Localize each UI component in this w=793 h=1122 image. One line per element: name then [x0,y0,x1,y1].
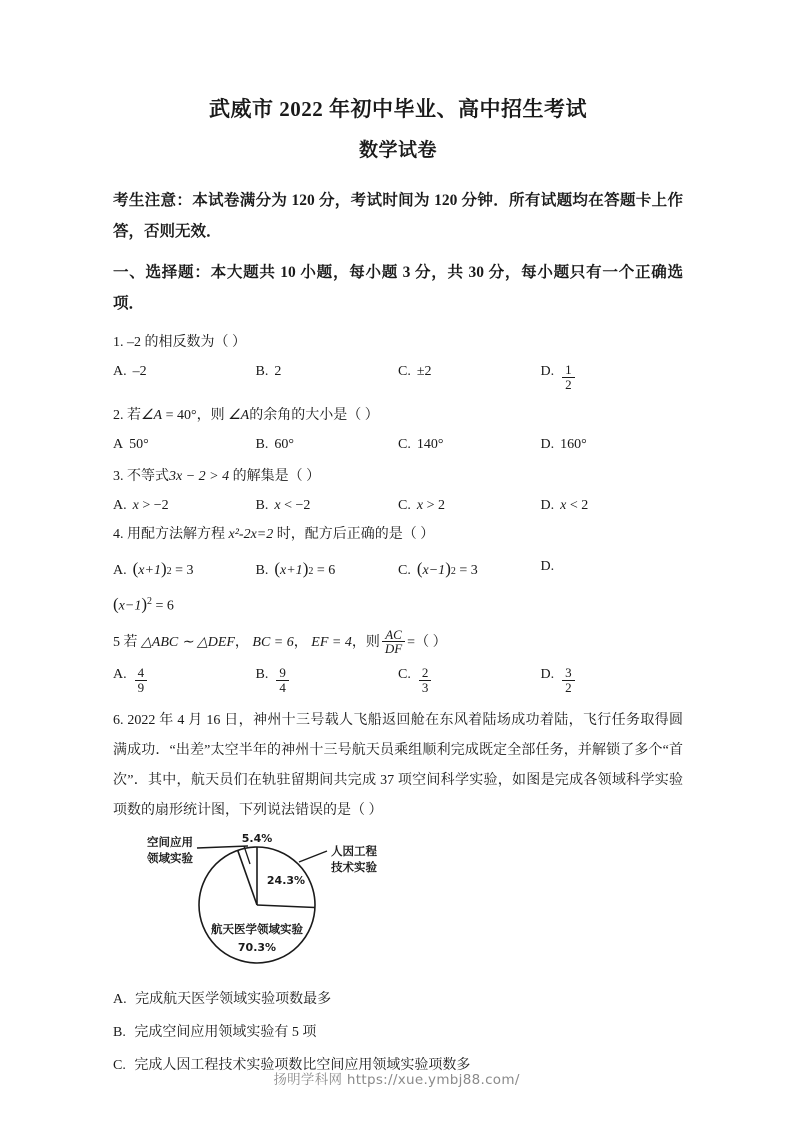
question-5-ef: EF = 4 [311,634,352,650]
question-5-similarity: △ABC ∼ △DEF [141,634,235,650]
question-3-post: 的解集是（ ） [232,469,321,485]
question-6-stem [113,695,683,826]
option-1-b-text: 2 [274,363,282,379]
option-5-c[interactable] [398,664,541,695]
option-4-c-close-paren: ) [445,559,451,579]
option-5-a-denominator: 9 [135,680,148,695]
option-4-b-close-paren: ) [302,559,309,579]
option-3-c-label: C. [398,498,411,514]
option-1-c-text: ±2 [416,363,432,379]
question-2-angle-b: ∠A [228,408,250,424]
question-5-ratio-fraction [382,628,405,656]
pie-label-space-application-line1: 空间应用 [147,835,193,850]
option-5-b-denominator: 4 [276,680,289,695]
option-5-b-label: B. [255,666,269,682]
question-4-number: 4. [113,527,124,543]
question-6-number: 6. [113,713,124,729]
option-6-a-label: A. [113,992,127,1008]
option-2-a[interactable] [113,437,256,453]
question-4-option-d-continuation [113,579,683,622]
option-5-a[interactable] [113,664,256,695]
question-2-mid: = 40°，则 [165,408,225,424]
option-3-b[interactable] [256,498,399,514]
option-2-c-text: 140° [416,437,444,453]
question-4-pre: 用配方法解方程 [127,527,225,543]
option-4-d-label: D. [540,559,555,575]
option-4-c-label: C. [398,563,411,579]
leader-line-space-application [197,846,248,848]
option-1-d-numerator: 1 [565,361,572,377]
page-subtitle: 数学试卷 [358,140,437,162]
option-4-c[interactable] [398,559,541,579]
option-2-d-text: 160° [560,437,587,453]
question-3-pre: 不等式 [127,469,169,485]
option-2-a-text: 50° [129,437,149,453]
option-3-a-relation: > −2 [142,498,169,514]
option-3-b-relation: < −2 [284,498,311,514]
option-3-a-label: A. [113,498,127,514]
question-3-number: 3. [113,469,124,485]
option-5-a-label: A. [113,666,127,682]
option-6-c-label: C. [113,1058,126,1074]
question-3-stem [113,453,683,492]
option-4-b-power: 2 [308,566,314,578]
option-5-b-fraction [276,666,289,694]
page-title: 武威市 2022 年初中毕业、高中招生考试 [209,97,587,121]
option-1-d-fraction [562,363,575,391]
question-3-expression: 3x − 2 > 4 [169,469,230,485]
option-3-d-relation: < 2 [569,498,589,514]
pie-label-human-factors-line2: 技术实验 [331,860,377,875]
question-5-number: 5 [113,634,120,650]
option-2-a-label: A [113,437,124,453]
option-6-b-label: B. [113,1025,126,1041]
option-4-a-inner: x+1 [138,563,161,579]
option-5-a-numerator: 4 [137,664,145,680]
pie-label-space-application-line2: 领域实验 [147,851,193,866]
option-4-a-close-paren: ) [160,559,167,579]
exam-notice: 考生注意：本试卷满分为 120 分，考试时间为 120 分钟．所有试题均在答题卡上作答，否则无效． [113,191,683,240]
option-1-a-text: –2 [132,363,147,379]
question-1-text: –2 的相反数为（ ） [127,334,246,350]
option-1-c[interactable] [398,364,541,380]
option-2-b[interactable] [256,437,399,453]
option-1-d[interactable] [540,361,684,392]
option-3-c-variable: x [416,498,424,514]
question-5-ratio-numerator: AC [385,626,402,642]
option-5-c-label: C. [398,666,411,682]
option-5-c-denominator: 3 [419,680,432,695]
question-5-bc: BC = 6 [252,634,294,650]
pie-value-aerospace-medicine: 70.3% [237,941,277,955]
question-4-post: 时，配方后正确的是（ ） [276,527,435,543]
option-1-a[interactable] [113,364,256,380]
option-5-c-fraction [419,666,432,694]
option-4-b-inner: x+1 [280,563,303,579]
question-4-expression: x²-2x=2 [228,527,274,543]
option-3-c[interactable] [398,498,541,514]
option-2-d[interactable] [541,437,684,453]
option-4-d-equals: = 6 [155,598,174,614]
question-5-then: 则 [365,634,380,650]
question-5-post: =（ ） [407,634,447,650]
question-2-angle-a: ∠A [141,408,163,424]
option-1-b-label: B. [255,363,269,379]
question-3-options [113,492,683,514]
option-3-d-label: D. [540,498,555,514]
option-3-d[interactable] [541,498,684,514]
option-5-d-numerator: 3 [565,664,572,680]
question-2-pre: 若 [127,408,141,424]
option-4-b-label: B. [255,563,269,579]
option-4-a[interactable] [113,559,256,579]
option-3-b-variable: x [274,498,281,514]
option-6-a[interactable] [113,982,683,1015]
pie-value-human-factors: 24.3% [266,874,306,888]
pie-value-space-application: 5.4% [241,832,273,846]
option-4-b[interactable] [256,559,399,579]
option-2-b-label: B. [255,437,269,453]
option-4-d-power: 2 [147,596,153,608]
option-6-b-text: 完成空间应用领域实验有 5 项 [134,1025,317,1041]
option-5-c-numerator: 2 [421,664,429,680]
pie-chart-figure [131,832,431,982]
option-4-c-inner: x−1 [422,563,446,579]
question-4-stem [113,514,683,550]
option-4-c-open-paren: ( [416,559,423,579]
option-6-b[interactable] [113,1015,683,1048]
option-3-d-variable: x [560,498,567,514]
pie-chart-svg [131,832,431,982]
option-4-c-equals: = 3 [459,563,478,579]
question-5-ratio-denominator: DF [382,641,405,656]
option-4-a-label: A. [113,563,127,579]
footer-watermark: 扬明学科网 https://xue.ymbj88.com/ [273,1072,520,1088]
option-6-c-text: 完成人因工程技术实验项数比空间应用领域实验项数多 [134,1058,471,1074]
page-content [113,0,683,1081]
question-5-options [113,658,683,695]
option-3-b-label: B. [255,498,269,514]
option-5-d-label: D. [540,666,555,682]
option-4-d-inner: x−1 [118,598,142,614]
option-4-d-open-paren: ( [113,594,119,614]
option-3-a[interactable] [113,498,256,514]
question-2-number: 2. [113,408,124,424]
question-1-stem [113,319,683,358]
option-5-d[interactable] [540,664,684,695]
option-2-c[interactable] [398,437,541,453]
option-5-b-numerator: 9 [279,664,286,680]
option-3-c-relation: > 2 [426,498,445,514]
option-3-a-variable: x [132,498,139,514]
option-1-a-label: A. [113,363,127,379]
option-4-b-open-paren: ( [274,559,281,579]
option-4-b-equals: = 6 [316,563,336,579]
option-4-d[interactable] [541,559,684,575]
option-5-d-fraction [562,666,575,694]
option-4-d-close-paren: ) [141,594,148,614]
question-1-number: 1. [113,334,124,350]
option-4-a-power: 2 [166,566,172,578]
option-4-a-equals: = 3 [175,563,194,579]
option-5-b[interactable] [255,664,399,695]
question-2-post: 的余角的大小是（ ） [249,408,379,424]
leader-line-human-factors [299,851,327,862]
option-4-c-power: 2 [450,566,456,578]
pie-label-human-factors-line1: 人因工程 [331,844,377,859]
option-5-a-fraction [135,666,148,694]
option-5-d-denominator: 2 [562,680,575,695]
question-2-stem [113,392,683,431]
option-2-b-text: 60° [274,437,294,453]
option-2-d-label: D. [540,437,555,453]
option-1-d-denominator: 2 [562,377,575,392]
option-6-a-text: 完成航天医学领域实验项数最多 [135,992,332,1008]
option-4-a-open-paren: ( [132,559,139,579]
option-2-c-label: C. [398,437,411,453]
option-1-b[interactable] [256,364,399,380]
question-4-options [113,550,683,579]
question-5-stem: 5 若 △ABC ∼ △DEF， BC = 6， EF = 4，则 $\frac{AC}{DF}$ =（ ） [113,626,447,657]
pie-label-aerospace-medicine: 航天医学领域实验 [211,922,303,937]
section-heading-multiple-choice: 一、选择题：本大题共 10 小题，每小题 3 分，共 30 分，每小题只有一个正确选项． [113,263,683,312]
question-5-pre: 若 [123,634,138,650]
option-1-d-label: D. [540,363,555,379]
question-2-options [113,431,683,453]
option-1-c-label: C. [398,363,411,379]
question-1-options [113,358,683,392]
question-6-text: 2022 年 4 月 16 日，神州十三号载人飞船返回舱在东风着陆场成功着陆，飞行任务取得圆满成功．“出差”太空半年的神州十三号航天员乘组顺利完成既定全部任务，并解锁了多个“首次”．其中，航天员们在轨驻留期间共完成 37 项空间科学实验，如图是完成各领域科学实验项数的扇形统计图，下列说法错误的是（ ） [113,713,684,819]
